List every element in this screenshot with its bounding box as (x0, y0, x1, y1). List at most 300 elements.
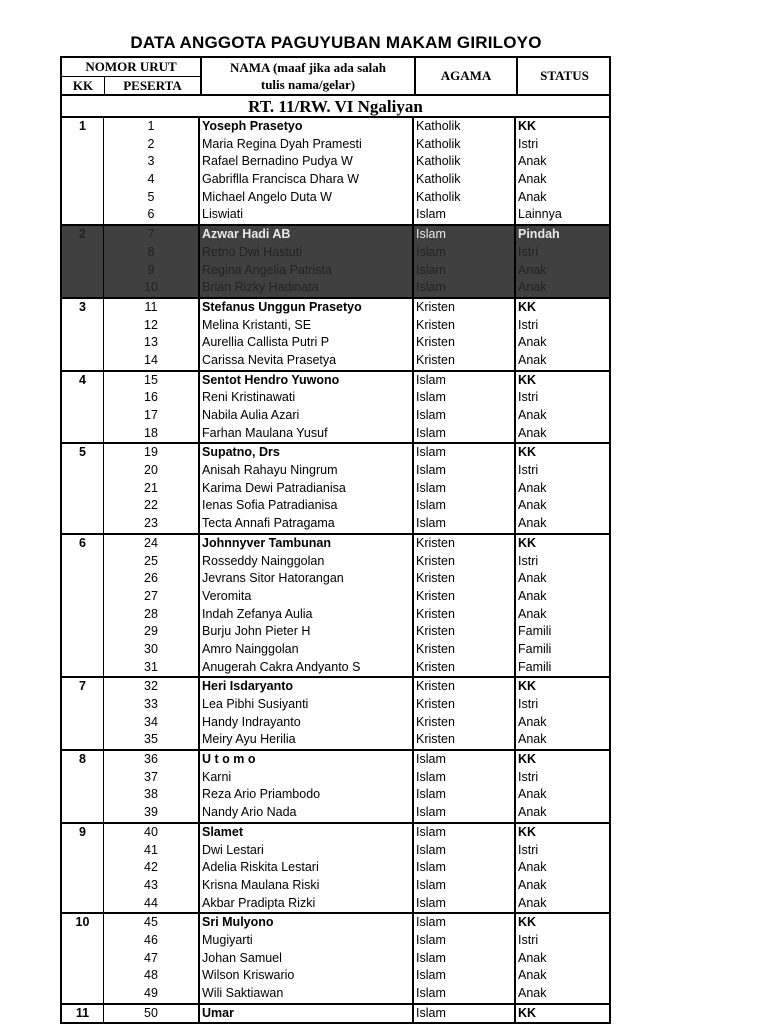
peserta-number: 36 (104, 751, 200, 769)
member-agama: Islam (414, 804, 516, 822)
member-status: Anak (518, 950, 547, 965)
member-name: Akbar Pradipta Rizki (200, 895, 414, 913)
peserta-number: 43 (104, 877, 200, 895)
member-agama: Islam (414, 914, 516, 932)
member-status: Istri (518, 932, 539, 947)
member-status: Anak (518, 968, 547, 983)
kk-number: 5 (62, 444, 104, 462)
table-row (62, 588, 609, 606)
member-name: Indah Zefanya Aulia (200, 606, 414, 624)
table-row (62, 769, 609, 787)
member-name: Azwar Hadi AB (200, 226, 414, 244)
peserta-number: 45 (104, 914, 200, 932)
member-status: Anak (518, 280, 547, 295)
table-row (62, 206, 609, 224)
member-name: Tecta Annafi Patragama (200, 515, 414, 533)
table-row (62, 696, 609, 714)
peserta-number: 26 (104, 570, 200, 588)
member-status: Pindah (518, 227, 560, 242)
kk-number (62, 136, 104, 154)
member-name: Heri Isdaryanto (200, 678, 414, 696)
member-name: Liswiati (200, 206, 414, 224)
member-status: Anak (518, 408, 547, 422)
table-row (62, 553, 609, 571)
peserta-number: 16 (104, 389, 200, 407)
member-agama: Islam (414, 226, 516, 244)
kk-number (62, 859, 104, 877)
member-agama: Kristen (414, 696, 516, 714)
member-agama: Islam (414, 425, 516, 443)
peserta-number: 49 (104, 985, 200, 1003)
kk-number (62, 696, 104, 714)
peserta-number: 5 (104, 189, 200, 207)
member-name: Farhan Maulana Yusuf (200, 425, 414, 443)
member-agama: Kristen (414, 352, 516, 370)
member-agama: Kristen (414, 570, 516, 588)
kk-number: 8 (62, 751, 104, 769)
peserta-number: 32 (104, 678, 200, 696)
member-status: KK (518, 372, 537, 387)
member-agama: Islam (414, 372, 516, 390)
member-status: Istri (518, 842, 539, 857)
kk-number (62, 877, 104, 895)
member-name: U t o m o (200, 751, 414, 769)
header-nama-line2: tulis nama/gelar) (260, 77, 356, 92)
member-agama: Islam (414, 842, 516, 860)
member-name: Meiry Ayu Herilia (200, 731, 414, 749)
peserta-number: 18 (104, 425, 200, 443)
header-nomor-urut-label: NOMOR URUT (62, 58, 200, 77)
peserta-number: 33 (104, 696, 200, 714)
member-status: Famili (518, 659, 552, 674)
member-status: Famili (518, 624, 552, 639)
member-name: Brian Rizky Hadinata (200, 279, 414, 297)
member-agama: Kristen (414, 588, 516, 606)
member-status: KK (518, 824, 537, 839)
member-name: Karima Dewi Patradianisa (200, 480, 414, 498)
member-status: Anak (518, 805, 547, 820)
member-agama: Islam (414, 877, 516, 895)
kk-number (62, 842, 104, 860)
table-row (62, 407, 609, 425)
kk-number (62, 407, 104, 425)
peserta-number: 42 (104, 859, 200, 877)
member-name: Burju John Pieter H (200, 623, 414, 641)
header-peserta: PESERTA (123, 78, 182, 93)
peserta-number: 23 (104, 515, 200, 533)
kk-number: 3 (62, 299, 104, 317)
member-name: Adelia Riskita Lestari (200, 859, 414, 877)
member-status: Anak (518, 606, 547, 621)
peserta-number: 19 (104, 444, 200, 462)
member-name: Slamet (200, 824, 414, 842)
member-status: Anak (518, 498, 547, 513)
kk-number (62, 967, 104, 985)
table-row (62, 606, 609, 624)
member-status: Istri (518, 317, 539, 332)
peserta-number: 20 (104, 462, 200, 480)
member-status: KK (518, 119, 537, 133)
member-agama: Katholik (414, 153, 516, 171)
table-row (62, 678, 609, 696)
kk-number: 9 (62, 824, 104, 842)
member-name: Maria Regina Dyah Pramesti (200, 136, 414, 154)
family-group (62, 442, 609, 532)
member-status: KK (518, 915, 537, 930)
member-name: Stefanus Unggun Prasetyo (200, 299, 414, 317)
member-agama: Islam (414, 515, 516, 533)
member-name: Lea Pibhi Susiyanti (200, 696, 414, 714)
kk-number (62, 588, 104, 606)
table-row (62, 932, 609, 950)
peserta-number: 46 (104, 932, 200, 950)
table-row (62, 279, 609, 297)
member-agama: Kristen (414, 553, 516, 571)
kk-number: 10 (62, 914, 104, 932)
table-body (60, 118, 611, 1024)
member-name: Wili Saktiawan (200, 985, 414, 1003)
member-status: Istri (518, 244, 539, 259)
member-agama: Islam (414, 950, 516, 968)
peserta-number: 9 (104, 262, 200, 280)
peserta-number: 29 (104, 623, 200, 641)
table-row (62, 842, 609, 860)
table-row (62, 262, 609, 280)
member-status: Anak (518, 571, 547, 586)
member-agama: Islam (414, 751, 516, 769)
kk-number (62, 769, 104, 787)
member-table (60, 56, 611, 1024)
member-name: Retno Dwi Hastuti (200, 244, 414, 262)
table-row (62, 1005, 609, 1023)
kk-number: 1 (62, 118, 104, 136)
table-row (62, 118, 609, 136)
family-group (62, 912, 609, 1002)
member-name: Michael Angelo Duta W (200, 189, 414, 207)
table-row (62, 480, 609, 498)
table-row (62, 317, 609, 335)
kk-number (62, 262, 104, 280)
kk-number (62, 553, 104, 571)
member-agama: Kristen (414, 731, 516, 749)
table-row (62, 352, 609, 370)
table-row (62, 623, 609, 641)
kk-number (62, 171, 104, 189)
member-name: Reni Kristinawati (200, 389, 414, 407)
member-name: Veromita (200, 588, 414, 606)
member-name: Regina Angelia Patrista (200, 262, 414, 280)
member-status: Istri (518, 553, 539, 568)
member-agama: Islam (414, 279, 516, 297)
member-name: Dwi Lestari (200, 842, 414, 860)
family-group (62, 822, 609, 912)
member-agama: Islam (414, 262, 516, 280)
kk-number (62, 480, 104, 498)
member-agama: Islam (414, 1005, 516, 1023)
peserta-number: 27 (104, 588, 200, 606)
kk-number: 4 (62, 372, 104, 390)
member-agama: Islam (414, 407, 516, 425)
peserta-number: 10 (104, 279, 200, 297)
member-status: Anak (518, 480, 547, 495)
member-name: Gabriflla Francisca Dhara W (200, 171, 414, 189)
member-agama: Kristen (414, 606, 516, 624)
member-agama: Kristen (414, 641, 516, 659)
member-status: Anak (518, 425, 547, 440)
peserta-number: 41 (104, 842, 200, 860)
header-agama: AGAMA (416, 58, 518, 94)
member-agama: Islam (414, 967, 516, 985)
member-agama: Kristen (414, 317, 516, 335)
member-name: Sentot Hendro Yuwono (200, 372, 414, 390)
kk-number (62, 206, 104, 224)
member-status: Famili (518, 641, 552, 656)
member-name: Aurellia Callista Putri P (200, 334, 414, 352)
peserta-number: 22 (104, 497, 200, 515)
member-name: Wilson Kriswario (200, 967, 414, 985)
header-status: STATUS (540, 68, 589, 83)
member-agama: Islam (414, 895, 516, 913)
peserta-number: 3 (104, 153, 200, 171)
kk-number (62, 153, 104, 171)
member-status: Anak (518, 986, 547, 1000)
table-row (62, 535, 609, 553)
table-row (62, 425, 609, 443)
member-status: Istri (518, 136, 539, 151)
kk-number (62, 462, 104, 480)
family-group (62, 676, 609, 749)
member-status: KK (518, 752, 537, 767)
document-title: DATA ANGGOTA PAGUYUBAN MAKAM GIRILOYO (130, 33, 542, 52)
kk-number (62, 714, 104, 732)
family-group (62, 370, 609, 443)
member-status: Istri (518, 463, 539, 478)
table-row (62, 914, 609, 932)
member-status: Anak (518, 154, 547, 169)
member-status: KK (518, 679, 537, 694)
table-row (62, 751, 609, 769)
peserta-number: 17 (104, 407, 200, 425)
peserta-number: 15 (104, 372, 200, 390)
table-row (62, 334, 609, 352)
kk-number (62, 317, 104, 335)
table-row (62, 641, 609, 659)
member-agama: Kristen (414, 535, 516, 553)
table-row (62, 895, 609, 913)
table-row (62, 570, 609, 588)
table-row (62, 299, 609, 317)
table-row (62, 967, 609, 985)
peserta-number: 4 (104, 171, 200, 189)
member-agama: Islam (414, 859, 516, 877)
member-agama: Islam (414, 769, 516, 787)
member-status: KK (518, 1005, 537, 1020)
member-agama: Kristen (414, 299, 516, 317)
kk-number (62, 932, 104, 950)
member-agama: Islam (414, 480, 516, 498)
member-status: KK (518, 535, 537, 550)
family-group (62, 297, 609, 370)
member-status: Istri (518, 390, 539, 405)
table-row (62, 189, 609, 207)
kk-number (62, 352, 104, 370)
kk-number: 7 (62, 678, 104, 696)
peserta-number: 40 (104, 824, 200, 842)
member-status: Istri (518, 769, 539, 784)
table-row (62, 372, 609, 390)
table-row (62, 714, 609, 732)
table-row (62, 171, 609, 189)
table-row (62, 859, 609, 877)
section-title: RT. 11/RW. VI Ngaliyan (60, 94, 611, 118)
member-status: Anak (518, 860, 547, 875)
member-name: Nandy Ario Nada (200, 804, 414, 822)
member-name: Supatno, Drs (200, 444, 414, 462)
family-group (62, 749, 609, 822)
family-group (62, 533, 609, 677)
member-status: Anak (518, 787, 547, 802)
peserta-number: 30 (104, 641, 200, 659)
table-row (62, 950, 609, 968)
member-status: Anak (518, 516, 547, 531)
table-header (60, 56, 611, 94)
member-name: Reza Ario Priambodo (200, 786, 414, 804)
table-row (62, 462, 609, 480)
kk-number (62, 279, 104, 297)
peserta-number: 14 (104, 352, 200, 370)
family-group (62, 224, 609, 297)
table-row (62, 804, 609, 822)
member-status: Lainnya (518, 207, 562, 222)
peserta-number: 38 (104, 786, 200, 804)
kk-number (62, 515, 104, 533)
peserta-number: 2 (104, 136, 200, 154)
kk-number (62, 985, 104, 1003)
peserta-number: 13 (104, 334, 200, 352)
kk-number (62, 389, 104, 407)
peserta-number: 11 (104, 299, 200, 317)
member-agama: Islam (414, 497, 516, 515)
table-row (62, 497, 609, 515)
kk-number (62, 950, 104, 968)
member-name: Johan Samuel (200, 950, 414, 968)
member-agama: Katholik (414, 136, 516, 154)
peserta-number: 34 (104, 714, 200, 732)
member-status: Anak (518, 732, 547, 747)
table-row (62, 985, 609, 1003)
member-agama: Katholik (414, 189, 516, 207)
peserta-number: 12 (104, 317, 200, 335)
member-status: Istri (518, 697, 539, 711)
peserta-number: 50 (104, 1005, 200, 1023)
member-agama: Katholik (414, 171, 516, 189)
member-name: Krisna Maulana Riski (200, 877, 414, 895)
member-name: Johnnyver Tambunan (200, 535, 414, 553)
member-name: Nabila Aulia Azari (200, 407, 414, 425)
member-status: Anak (518, 189, 547, 204)
member-agama: Kristen (414, 659, 516, 677)
kk-number (62, 497, 104, 515)
table-row (62, 824, 609, 842)
member-status: Anak (518, 588, 547, 603)
table-row (62, 226, 609, 244)
table-row (62, 515, 609, 533)
member-status: Anak (518, 714, 547, 729)
table-row (62, 444, 609, 462)
member-agama: Islam (414, 824, 516, 842)
header-nama-line1: NAMA (maaf jika ada salah (229, 60, 386, 75)
member-name: Rosseddy Nainggolan (200, 553, 414, 571)
member-agama: Islam (414, 786, 516, 804)
member-name: Rafael Bernadino Pudya W (200, 153, 414, 171)
family-group (62, 118, 609, 224)
table-row (62, 786, 609, 804)
kk-number (62, 606, 104, 624)
peserta-number: 47 (104, 950, 200, 968)
peserta-number: 48 (104, 967, 200, 985)
member-name: Karni (200, 769, 414, 787)
member-agama: Kristen (414, 714, 516, 732)
kk-number (62, 731, 104, 749)
peserta-number: 37 (104, 769, 200, 787)
peserta-number: 8 (104, 244, 200, 262)
kk-number: 6 (62, 535, 104, 553)
member-status: Anak (518, 877, 547, 892)
member-agama: Islam (414, 444, 516, 462)
member-status: Anak (518, 335, 547, 350)
kk-number (62, 189, 104, 207)
member-agama: Islam (414, 985, 516, 1003)
peserta-number: 1 (104, 118, 200, 136)
peserta-number: 39 (104, 804, 200, 822)
peserta-number: 25 (104, 553, 200, 571)
member-agama: Islam (414, 462, 516, 480)
kk-number (62, 425, 104, 443)
member-status: KK (518, 445, 537, 460)
header-kk: KK (62, 77, 105, 95)
table-row (62, 244, 609, 262)
header-nomor-urut (62, 58, 202, 94)
member-status: KK (518, 299, 537, 314)
member-status: Anak (518, 895, 547, 910)
table-row (62, 136, 609, 154)
member-agama: Islam (414, 389, 516, 407)
kk-number: 2 (62, 226, 104, 244)
member-name: Jevrans Sitor Hatorangan (200, 570, 414, 588)
member-name: Handy Indrayanto (200, 714, 414, 732)
kk-number (62, 786, 104, 804)
header-nama (202, 58, 416, 94)
peserta-number: 7 (104, 226, 200, 244)
kk-number (62, 334, 104, 352)
member-name: Anisah Rahayu Ningrum (200, 462, 414, 480)
member-agama: Islam (414, 932, 516, 950)
member-name: Ienas Sofia Patradianisa (200, 497, 414, 515)
family-group (62, 1003, 609, 1023)
kk-number (62, 244, 104, 262)
table-row (62, 153, 609, 171)
member-name: Carissa Nevita Prasetya (200, 352, 414, 370)
peserta-number: 28 (104, 606, 200, 624)
kk-number (62, 641, 104, 659)
kk-number (62, 804, 104, 822)
member-status: Anak (518, 172, 547, 187)
table-row (62, 389, 609, 407)
peserta-number: 44 (104, 895, 200, 913)
member-agama: Islam (414, 206, 516, 224)
kk-number (62, 623, 104, 641)
member-status: Anak (518, 262, 547, 277)
